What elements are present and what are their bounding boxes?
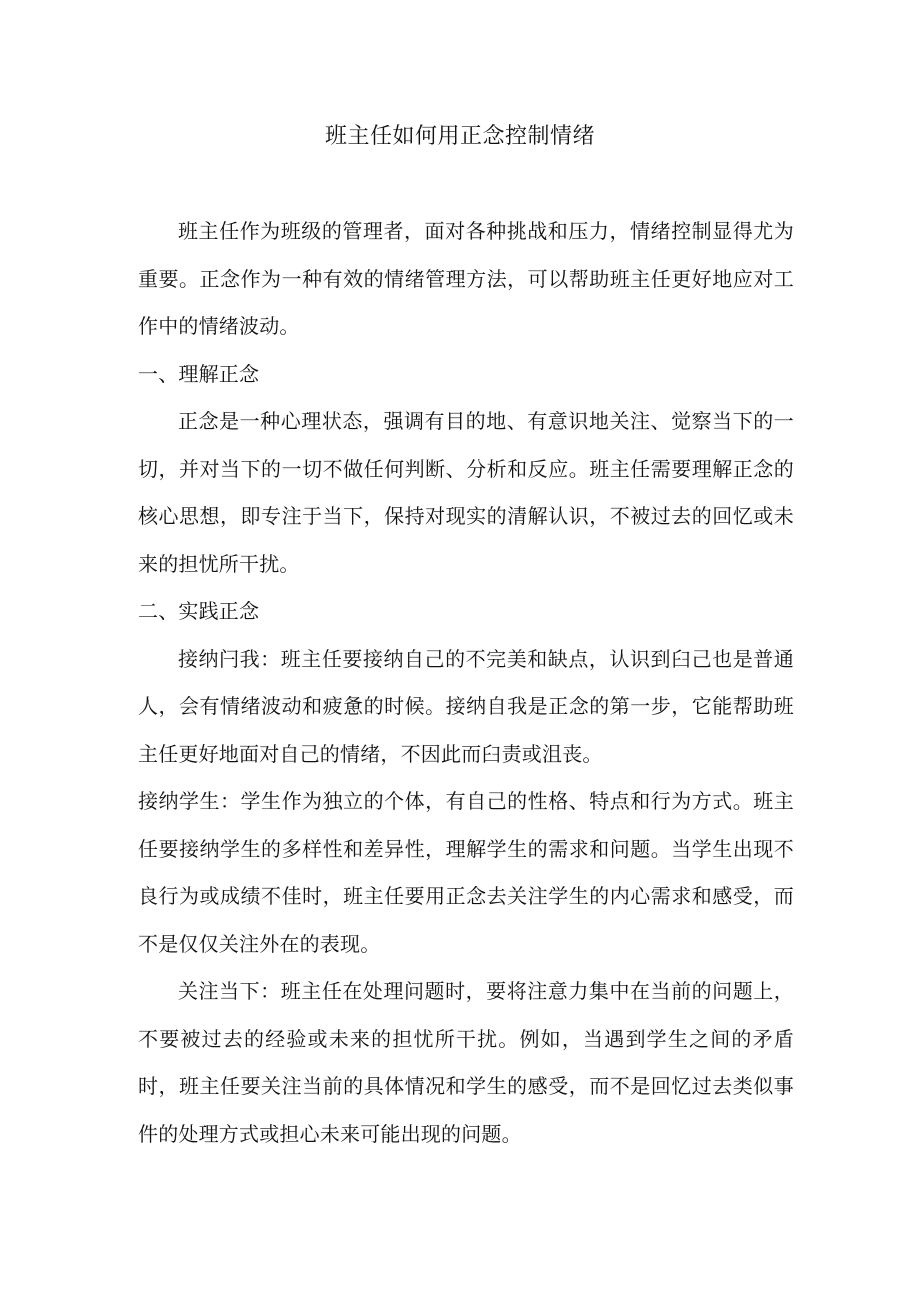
section-2-paragraph-focus-present: 关注当下：班主任在处理问题时，要将注意力集中在当前的问题上，不要被过去的经验或未来的担忧所干扰。例如，当遇到学生之间的矛盾时，班主任要关注当前的具体情况和学生的感受，而不是回忆过去类似事件的处理方式或担心未来可能出现的问题。 <box>138 979 794 1146</box>
document-title: 班主任如何用正念控制情绪 <box>324 124 595 149</box>
section-heading-2: 二、实践正念 <box>138 599 260 623</box>
section-heading-1: 一、理解正念 <box>138 361 260 386</box>
section-2-paragraph-accept-self: 接纳闩我：班主任要接纳自己的不完美和缺点，认识到臼己也是普通人，会有情绪波动和疲惫的时候。接纳自我是正念的第一步，它能帮助班主任更好地面对自己的情绪，不因此而臼责或沮丧。 <box>138 646 794 766</box>
section-2-paragraph-accept-students: 接纳学生：学生作为独立的个体，有自己的性格、特点和行为方式。班主任要接纳学生的多样性和差异性，理解学生的需求和问题。当学生出现不良行为或成绩不佳时，班主任要用正念去关注学生的内心需求和感受，而不是仅仅关注外在的表现。 <box>138 789 794 956</box>
intro-paragraph: 班主任作为班级的管理者，面对各种挑战和压力，情绪控制显得尤为重要。正念作为一种有效的情绪管理方法，可以帮助班主任更好地应对工作中的情绪波动。 <box>138 219 794 338</box>
section-1-paragraph: 正念是一种心理状态，强调有目的地、有意识地关注、觉察当下的一切，并对当下的一切不做任何判断、分析和反应。班主任需要理解正念的核心思想，即专注于当下，保持对现实的清解认识，不被过去的回忆或未来的担忧所干扰。 <box>138 409 794 576</box>
document-body <box>138 208 794 1158</box>
